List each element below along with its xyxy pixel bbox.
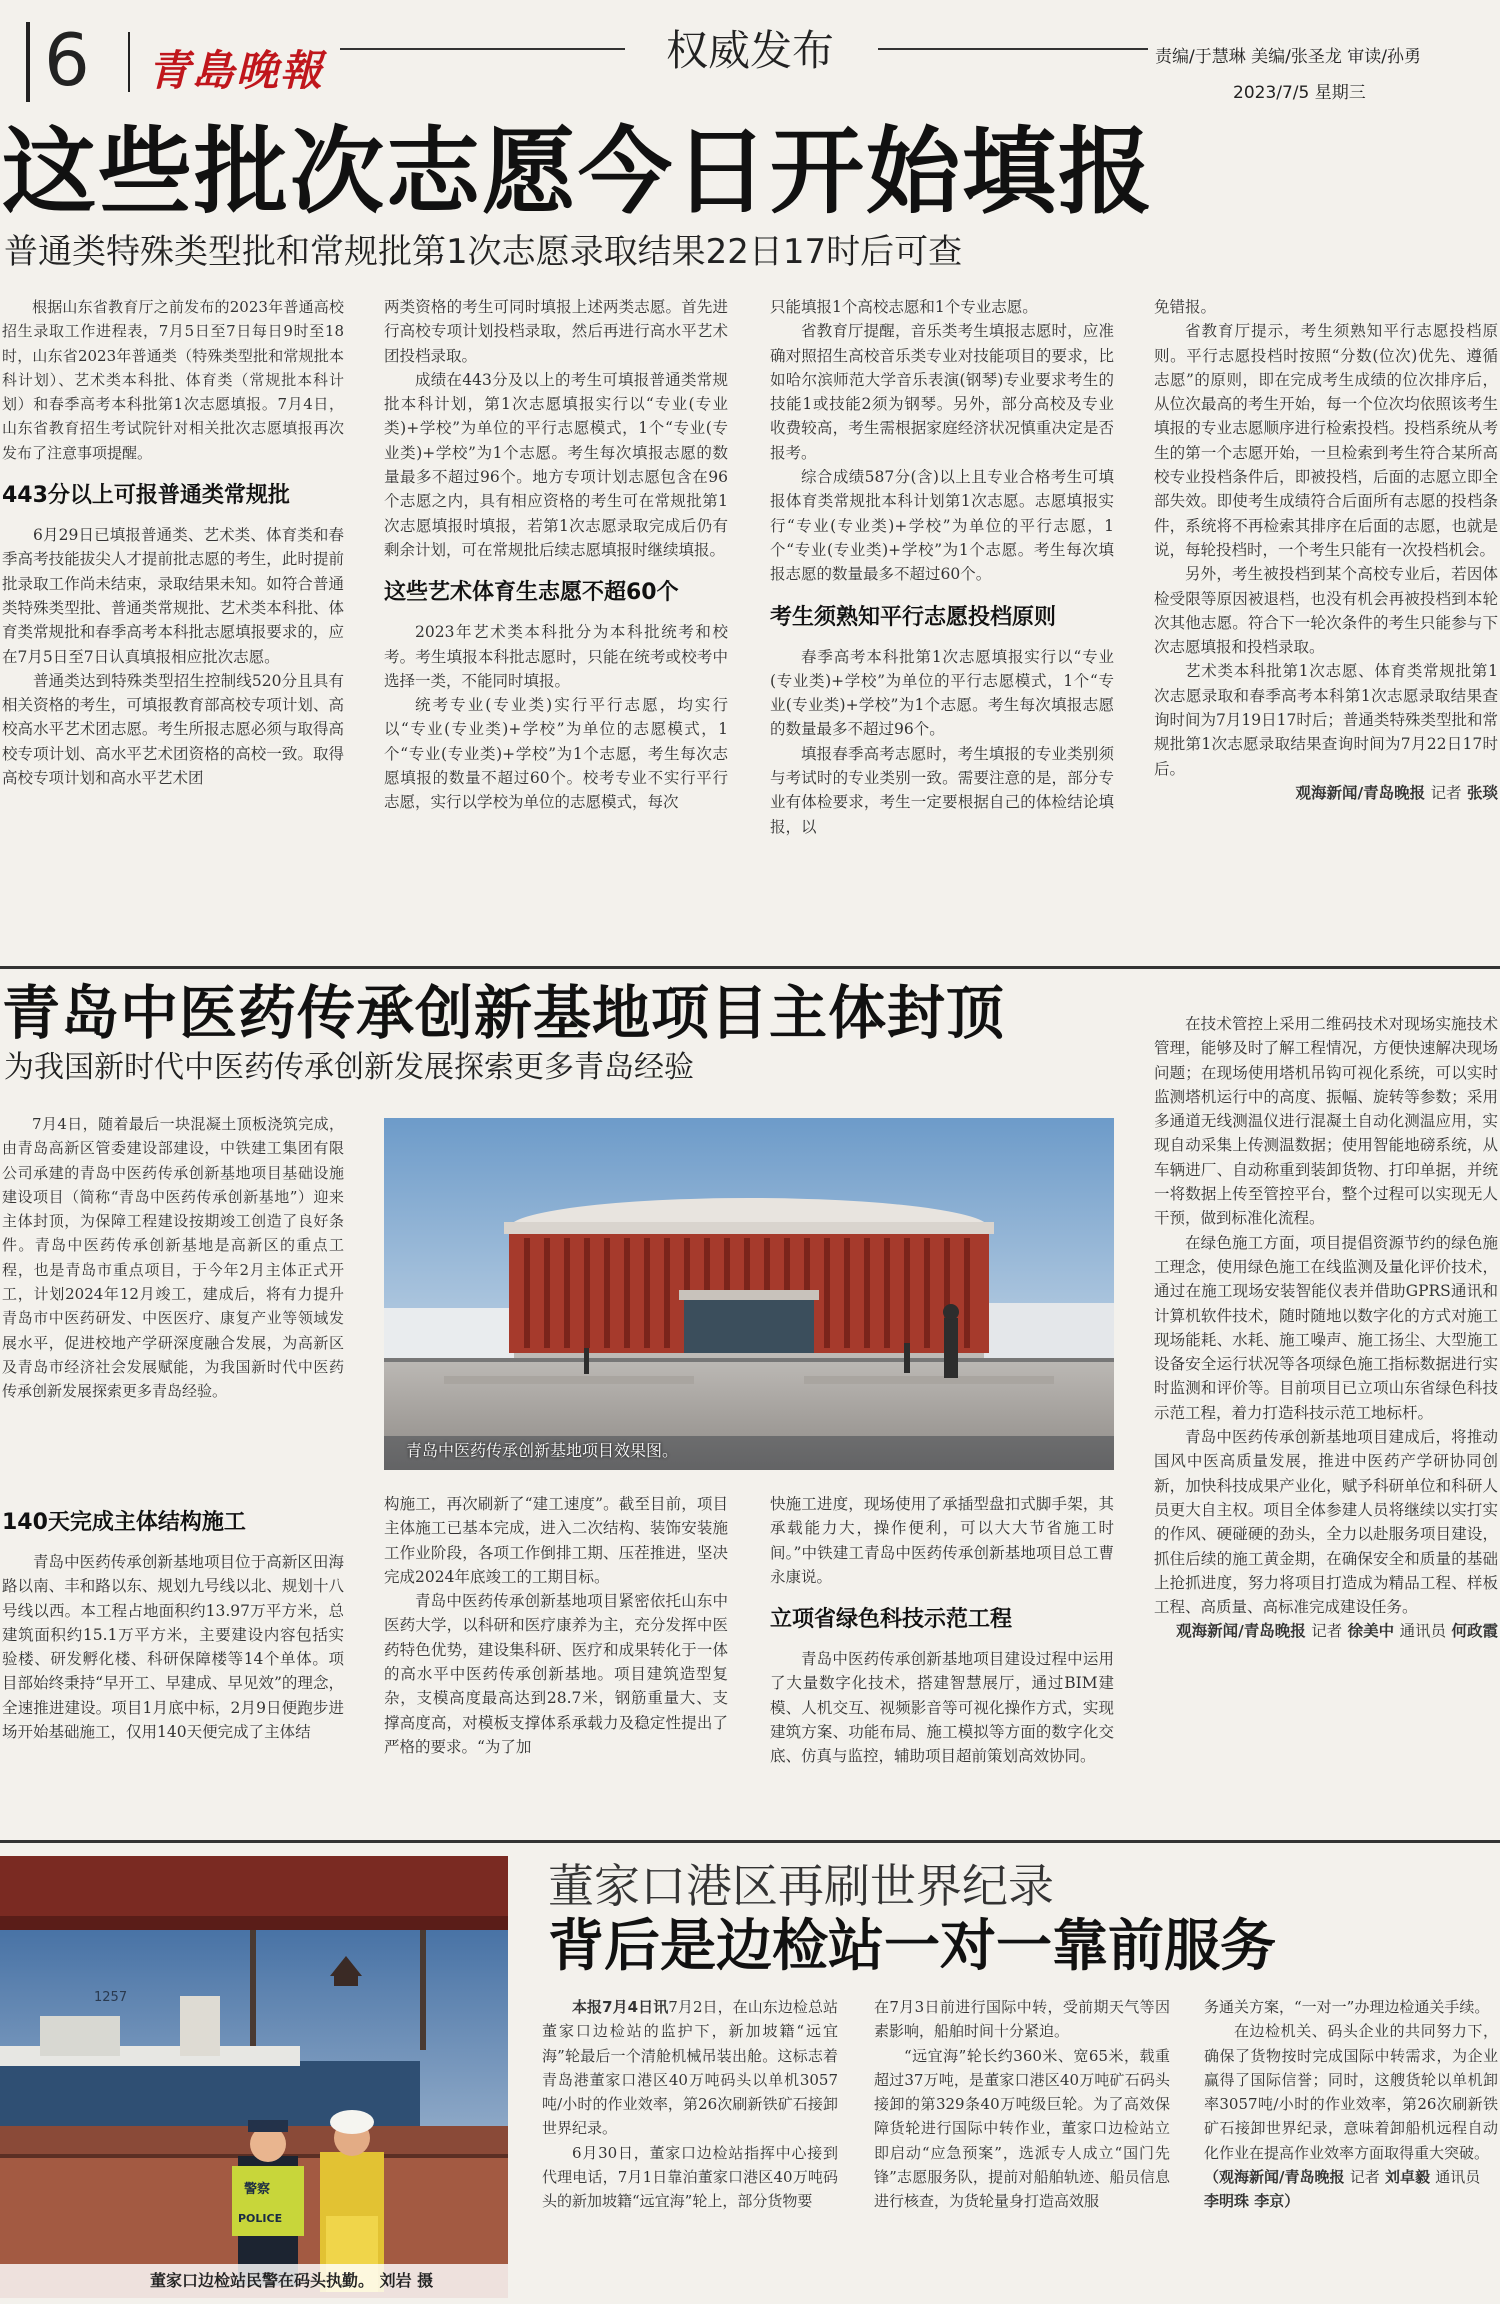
- paragraph: [542, 1995, 838, 2141]
- paragraph: 艺术类本科批第1次志愿、体育类常规批第1次志愿录取和春季高考本科第1次志愿录取结果查询时间为7月19日17时后；普通类特殊类型批和常规批第1次志愿录取结果查询时间为7月22日17时后。: [1154, 662, 1498, 778]
- article1-subhead: 普通类特殊类型批和常规批第1次志愿录取结果22日17时后可查: [4, 232, 963, 272]
- article1-column-4: [1154, 295, 1498, 805]
- building-illustration: [384, 1118, 1114, 1470]
- article2-column-3: [770, 1492, 1114, 1769]
- article2-column-2: [384, 1492, 728, 1759]
- paragraph: 填报春季高考志愿时，考生填报的专业类别须与考试时的专业类别一致。需要注意的是，部分专业有体检要求，考生一定要根据自己的体检结论填报，以: [770, 744, 1114, 836]
- left-rule: [26, 22, 30, 102]
- page-header: [0, 0, 1500, 108]
- police-word: POLICE: [238, 2212, 283, 2225]
- lead-paragraph: 7月4日，随着最后一块混凝土顶板浇筑完成，由青岛高新区管委建设部建设，中铁建工集团有限公司承建的青岛中医药传承创新基地项目基础设施建设项目（简称“青岛中医药传承创新基地”）迎来主体封顶，为保障工程建设按期竣工创造了良好条件。青岛中医药传承创新基地是高新区的重点工程，也是青岛市重点项目，于今年2月主体正式开工，计划2024年12月竣工，建成后，将有力提升青岛市中医药研发、中医医疗、康复产业等领域发展水平，促进校地产学研深度融合发展，为高新区及青岛市经济社会发展赋能，为我国新时代中医药传承创新发展探索更多青岛经验。: [2, 1115, 344, 1401]
- byline-reporter: 张琰: [1466, 783, 1498, 802]
- ship-number: 1257: [94, 1990, 128, 2005]
- newspaper-logo: 青島晚報: [148, 46, 325, 95]
- subheading: 考生须熟知平行志愿投档原则: [770, 604, 1057, 630]
- lead-paragraph: 根据山东省教育厅之前发布的2023年普通高校招生录取工作进程表，7月5日至7日每日9时至18时，山东省2023年普通类（特殊类型批和常规批本科计划）、艺术类本科批、体育类（常规批本科计划）和春季高考本科批第1次志愿填报。7月4日，山东省教育招生考试院针对相关批次志愿填报再次发布了注意事项提醒。: [2, 298, 344, 462]
- number-divider: [128, 32, 130, 92]
- port-photo: [0, 1856, 508, 2298]
- article-divider: [0, 1840, 1500, 1843]
- section-title: 权威发布: [665, 26, 834, 75]
- subheading: 140天完成主体结构施工: [2, 1510, 246, 1535]
- article1-column-3: [770, 295, 1114, 839]
- paragraph: 在7月3日前进行国际中转，受前期天气等因素影响，船舶时间十分紧迫。: [874, 1998, 1170, 2041]
- photo-caption: [150, 2268, 433, 2291]
- article3-headline-line2: 背后是边检站一对一靠前服务: [548, 1914, 1276, 1979]
- paragraph: 只能填报1个高校志愿和1个专业志愿。: [770, 298, 1038, 316]
- article2-lead-column: [2, 1112, 344, 1404]
- article1-column-2: [384, 295, 728, 815]
- building-rendering-photo: [384, 1118, 1114, 1470]
- paragraph: 2023年艺术类本科批分为本科批统考和校考。考生填报本科批志愿时，只能在统考或校考中选择一类，不能同时填报。: [384, 623, 728, 690]
- paragraph: 青岛中医药传承创新基地项目建设过程中运用了大量数字化技术，搭建智慧展厅，通过BIM建模、人机交互、视频影音等可视化操作方式，实现建筑方案、功能布局、施工模拟等方面的数字化交底、仿真与监控，辅助项目超前策划高效协同。: [770, 1650, 1114, 1766]
- byline-reporter: 刘卓毅: [1384, 2168, 1430, 2187]
- subheading: 443分以上可报普通类常规批: [2, 483, 290, 509]
- byline: [1204, 2165, 1498, 2214]
- byline-reporter: 徐美中: [1347, 1622, 1395, 1641]
- paragraph: 春季高考本科批第1次志愿填报实行以“专业(专业类)+学校”为单位的平行志愿模式，1个“专业(专业类)+学校”为1个志愿。考生每次填报志愿的数量最多不超过96个。: [770, 647, 1114, 739]
- article2-subhead: 为我国新时代中医药传承创新发展探索更多青岛经验: [4, 1050, 694, 1085]
- page-number: 6: [44, 18, 90, 102]
- paragraph: 6月29日已填报普通类、艺术类、体育类和春季高考技能拔尖人才提前批志愿的考生，此时提前批录取工作尚未结束，录取结果未知。如符合普通类特殊类型批、普通类常规批、艺术类本科批、体育类常规批和春季高考本科批志愿填报要求的，应在7月5日至7日认真填报相应批次志愿。: [2, 526, 344, 666]
- paragraph: 省教育厅提示，考生须熟知平行志愿投档原则。平行志愿投档时按照“分数(位次)优先、遵循志愿”的原则，即在完成考生成绩的位次排序后，从位次最高的考生开始，每一个位次均依照该考生填报的专业志愿顺序进行检索投档。投档系统从考生的第一个志愿开始，一旦检索到考生符合某所高校专业投档条件后，即被投档，后面的志愿立即全部失效。即使考生成绩符合后面所有志愿的投档条件，系统将不再检索其排序在后面的志愿，也就是说，每轮投档时，一个考生只能有一次投档机会。: [1154, 322, 1498, 559]
- paragraph: 在绿色施工方面，项目提倡资源节约的绿色施工理念，使用绿色施工在线监测及量化评价技术，通过在施工现场安装智能仪表并借助GPRS通讯和计算机软件技术，随时随地以数字化的方式对施工现场能耗、水耗、施工噪声、施工扬尘、大型施工设备安全运行状况等各项绿色施工指标数据进行实时监测和评价等。目前项目已立项山东省绿色科技示范工程，着力打造科技示范工地标杆。: [1154, 1233, 1498, 1422]
- byline-role: 记者: [1349, 2168, 1380, 2187]
- paragraph: 务通关方案，“一对一”办理边检通关手续。: [1204, 1998, 1490, 2016]
- paragraph: 另外，考生被投档到某个高校专业后，若因体检受限等原因被退档，也没有机会再被投档到本轮次其他志愿。符合下一轮次条件的考生只能参与下次志愿填报和投档录取。: [1154, 565, 1498, 657]
- article1-headline: 这些批次志愿今日开始填报: [2, 118, 1155, 227]
- byline-source: （观海新闻/青岛晚报: [1204, 2168, 1345, 2187]
- article3-column-2: [874, 1995, 1170, 2214]
- paragraph: 省教育厅提醒，音乐类考生填报志愿时，应准确对照招生高校音乐类专业对技能项目的要求，比如哈尔滨师范大学音乐表演(钢琴)专业要求考生的技能1或技能2须为钢琴。另外，部分高校及专业收费较高，考生需根据家庭经济状况慎重决定是否报考。: [770, 322, 1114, 462]
- paragraph: 两类资格的考生可同时填报上述两类志愿。首先进行高校专项计划投档录取，然后再进行高水平艺术团投档录取。: [384, 298, 728, 365]
- paragraph: 综合成绩587分(含)以上且专业合格考生可填报体育类常规批本科计划第1次志愿。志愿填报实行“专业(专业类)+学校”为单位的平行志愿，1个“专业(专业类)+学校”为1个志愿。考生每次填报志愿的数量最多不超过60个。: [770, 468, 1114, 584]
- byline-source: 观海新闻/青岛晚报: [1295, 783, 1426, 802]
- article1-column-1: [2, 295, 344, 790]
- article2-column-4: [1154, 1012, 1498, 1644]
- byline-correspondent: 何政霞: [1451, 1622, 1498, 1641]
- article3-column-1: [542, 1995, 838, 2214]
- paragraph: 统考专业(专业类)实行平行志愿，均实行以“专业(专业类)+学校”为单位的志愿模式，1个“专业(专业类)+学校”为1个志愿，考生每次志愿填报的数量不超过60个。校考专业不实行平行志愿，实行以学校为单位的志愿模式，每次: [384, 696, 728, 812]
- subheading: 这些艺术体育生志愿不超60个: [384, 580, 679, 606]
- section-rule-right: [878, 48, 1148, 50]
- section-rule-left: [340, 48, 625, 50]
- subheading: 立项省绿色科技示范工程: [770, 1607, 1013, 1633]
- paragraph: 在技术管控上采用二维码技术对现场实施技术管理，能够及时了解工程情况，方便快速解决现场问题；在现场使用塔机吊钩可视化系统，可以实时监测塔机运行中的高度、振幅、旋转等参数；采用多通道无线测温仪进行混凝土自动化测温应用，实现自动采集上传测温数据；使用智能地磅系统，从车辆进厂、自动称重到装卸货物、打印单据，并统一将数据上传至管控平台，整个过程可以实现无人干预，做到标准化流程。: [1154, 1015, 1498, 1228]
- article-divider: [0, 966, 1500, 969]
- paragraph: 6月30日，董家口边检站指挥中心接到代理电话，7月1日靠泊董家口港区40万吨码头的新加坡籍“远宜海”轮上，部分货物要: [542, 2143, 838, 2211]
- editors-line: 责编/于慧琳 美编/张圣龙 审读/孙勇: [1155, 47, 1421, 67]
- byline-role: 通讯员: [1399, 1622, 1447, 1641]
- paragraph: 青岛中医药传承创新基地项目建成后，将推动国风中医高质量发展，推进中医药产学研协同创新，加快科技成果产业化，赋予科研单位和科研人员更大自主权。项目全体参建人员将继续以实打实的作风、硬碰硬的劲头，全力以赴服务项目建设，抓住后续的施工黄金期，在确保安全和质量的基础上抢抓进度，努力将项目打造成为精品工程、样板工程、高质量、高标准完成建设任务。: [1154, 1428, 1498, 1617]
- byline: [1154, 781, 1498, 805]
- dateline: 本报7月4日讯: [572, 1998, 669, 2016]
- article3-column-3: [1204, 1995, 1498, 2214]
- date-line: 2023/7/5 星期三: [1233, 83, 1366, 103]
- byline-role: 记者: [1311, 1622, 1343, 1641]
- paragraph: “远宜海”轮长约360米、宽65米，载重超过37万吨，是董家口港区40万吨矿石码头接卸的第329条40万吨级巨轮。为了高效保障货轮进行国际中转作业，董家口边检站立即启动“应急预案”，选派专人成立“国门先锋”志愿服务队，提前对船舶轨迹、船员信息进行核查，为货轮量身打造高效服: [874, 2046, 1170, 2211]
- paragraph: 在边检机关、码头企业的共同努力下，确保了货物按时完成国际中转需求，为企业赢得了国际信誉；同时，这艘货轮以单机卸率3057吨/小时的作业效率，第26次刷新铁矿石接卸世界纪录，意味着卸船机远程自动化作业在提高作业效率方面取得重大突破。: [1204, 2022, 1498, 2162]
- paragraph: 免错报。: [1154, 298, 1217, 316]
- paragraph-text: 7月2日，在山东边检总站董家口边检站的监护下，新加坡籍“远宜海”轮最后一个清舱机械吊装出舱。这标志着青岛港董家口港区40万吨码头以单机3057吨/小时的作业效率，第26次刷新铁矿石接卸世界纪录。: [542, 1998, 838, 2138]
- byline: [1154, 1619, 1498, 1643]
- photo-caption: 青岛中医药传承创新基地项目效果图。: [406, 1441, 679, 1460]
- paragraph: 普通类达到特殊类型招生控制线520分且具有相关资格的考生，可填报教育部高校专项计划、高校高水平艺术团志愿。考生所报志愿必须与取得高校专项计划、高水平艺术团资格的高校一致。取得高校专项计划和高水平艺术团: [2, 671, 344, 788]
- article2-headline: 青岛中医药传承创新基地项目主体封顶: [2, 979, 1006, 1047]
- paragraph: 成绩在443分及以上的考生可填报普通类常规批本科计划，第1次志愿填报实行以“专业(专业类)+学校”为单位的平行志愿模式，1个“专业(专业类)+学校”为1个志愿。考生每次填报志愿的数量最多不超过96个。地方专项计划志愿包含在96个志愿之内，具有相应资格的考生可在常规批第1次志愿填报时填报，若第1次志愿录取完成后仍有剩余计划，可在常规批后续志愿填报时继续填报。: [384, 370, 728, 559]
- paragraph: 青岛中医药传承创新基地项目紧密依托山东中医药大学，以科研和医疗康养为主，充分发挥中医药特色优势，建设集科研、医疗和成果转化于一体的高水平中医药传承创新基地。项目建筑造型复杂，支模高度最高达到28.7米，钢筋重量大、支撑高度高，对模板支撑体系承载力及稳定性提出了严格的要求。“为了加: [384, 1592, 728, 1756]
- article3-headline-line1: 董家口港区再刷世界纪录: [548, 1859, 1054, 1913]
- paragraph: 青岛中医药传承创新基地项目位于高新区田海路以南、丰和路以东、规划九号线以北、规划十八号线以西。本工程占地面积约13.97万平方米，总建筑面积约15.1万平方米，主要建设内容包括实验楼、研发孵化楼、科研保障楼等14个单体。项目部始终秉持“早开工、早建成、早见效”的理念，全速推进建设。项目1月底中标，2月9日便跑步进场开始基础施工，仅用140天便完成了主体结: [2, 1553, 344, 1742]
- byline-correspondent: 李明珠 李京）: [1204, 2192, 1300, 2211]
- paragraph: 快施工进度，现场使用了承插型盘扣式脚手架，其承载能力大，操作便利，可以大大节省施工时间。”中铁建工青岛中医药传承创新基地项目总工曹永康说。: [770, 1495, 1114, 1586]
- caption-text: 董家口边检站民警在码头执勤。: [150, 2271, 375, 2290]
- byline-role: 通讯员: [1435, 2168, 1481, 2187]
- port-illustration: [0, 1856, 508, 2298]
- paragraph: 构施工，再次刷新了“建工速度”。截至目前，项目主体施工已基本完成，进入二次结构、装饰安装施工作业阶段，各项工作倒排工期、压茬推进，坚决完成2024年底竣工的工期目标。: [384, 1495, 728, 1586]
- police-badge: 警察: [244, 2182, 271, 2197]
- byline-source: 观海新闻/青岛晚报: [1176, 1622, 1306, 1641]
- article2-column-1: [2, 1500, 344, 1744]
- byline-role: 记者: [1430, 783, 1462, 802]
- photo-credit: 刘岩 摄: [379, 2271, 434, 2290]
